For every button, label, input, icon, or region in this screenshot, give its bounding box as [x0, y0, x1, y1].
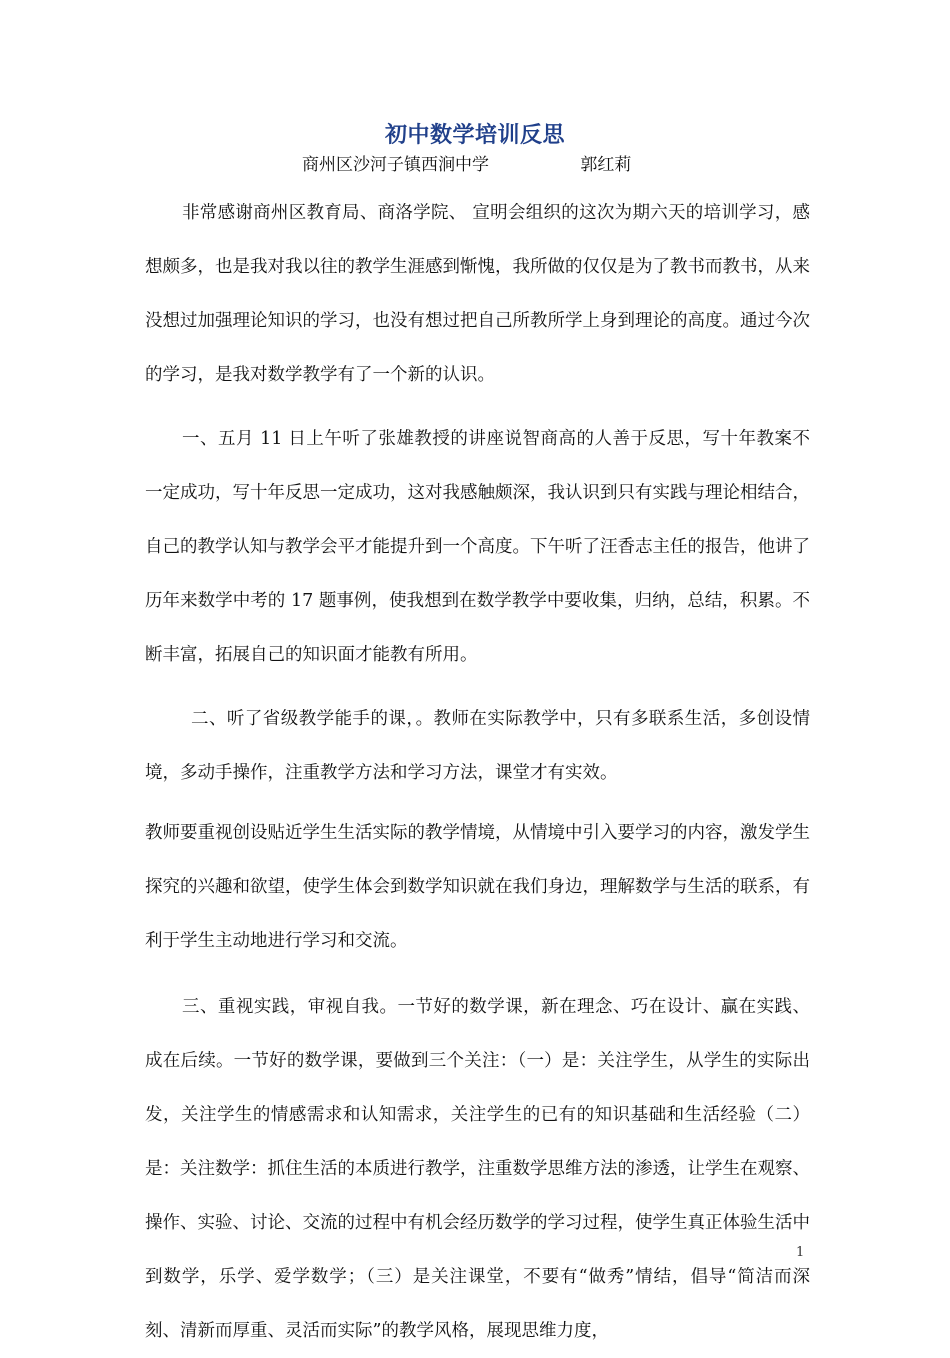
paragraph-teaching-context: 教师要重视创设贴近学生生活实际的教学情境，从情境中引入要学习的内容，激发学生探究的兴趣和欲望，使学生体会到数学知识就在我们身边，理解数学与生活的联系，有利于学生主动地进行学习和交流。	[145, 823, 810, 951]
paragraph-intro: 非常感谢商州区教育局、商洛学院、 宣明会组织的这次为期六天的培训学习，感想颇多，也是我对我以往的教学生涯感到惭愧，我所做的仅仅是为了教书而教书，从来没想过加强理论知识的学习，也没有想过把自己所教所学上身到理论的高度。通过今次的学习，是我对数学教学有了一个新的认识。	[145, 203, 810, 385]
page-number: 1	[796, 1245, 805, 1260]
paragraph-point-two: 二、听了省级教学能手的课，。教师在实际教学中，只有多联系生活，多创设情境，多动手操作，注重教学方法和学习方法，课堂才有实效。	[145, 709, 810, 783]
document-title: 初中数学培训反思	[384, 122, 565, 148]
paragraph-point-three: 三、重视实践，审视自我。一节好的数学课，新在理念、巧在设计、赢在实践、成在后续。一节好的数学课，要做到三个关注：（一）是：关注学生，从学生的实际出发，关注学生的情感需求和认知需求，关注学生的已有的知识基础和生活经验（二）是：关注数学：抓住生活的本质进行教学，注重数学思维方法的渗透，让学生在观察、操作、实验、讨论、交流的过程中有机会经历数学的学习过程，使学生真正体验生活中到数学，乐学、爱学数学；（三）是关注课堂，不要有“做秀”情结，倡导“简洁而深刻、清新而厚重、灵活而实际”的教学风格，展现思维力度，	[145, 997, 810, 1341]
author-name: 郭红莉	[580, 155, 632, 175]
document-body	[145, 186, 810, 1358]
school-name: 商州区沙河子镇西涧中学	[302, 155, 489, 175]
paragraph-point-one: 一、五月 11 日上午听了张雄教授的讲座说智商高的人善于反思，写十年教案不一定成功，写十年反思一定成功，这对我感触颇深，我认识到只有实践与理论相结合，自己的教学认知与教学会平才能提升到一个高度。下午听了汪香志主任的报告，他讲了历年来数学中考的 17 题事例，使我想到在数学教学中要收集，归纳，总结，积累。不断丰富，拓展自己的知识面才能教有所用。	[145, 429, 810, 665]
byline	[302, 150, 631, 175]
